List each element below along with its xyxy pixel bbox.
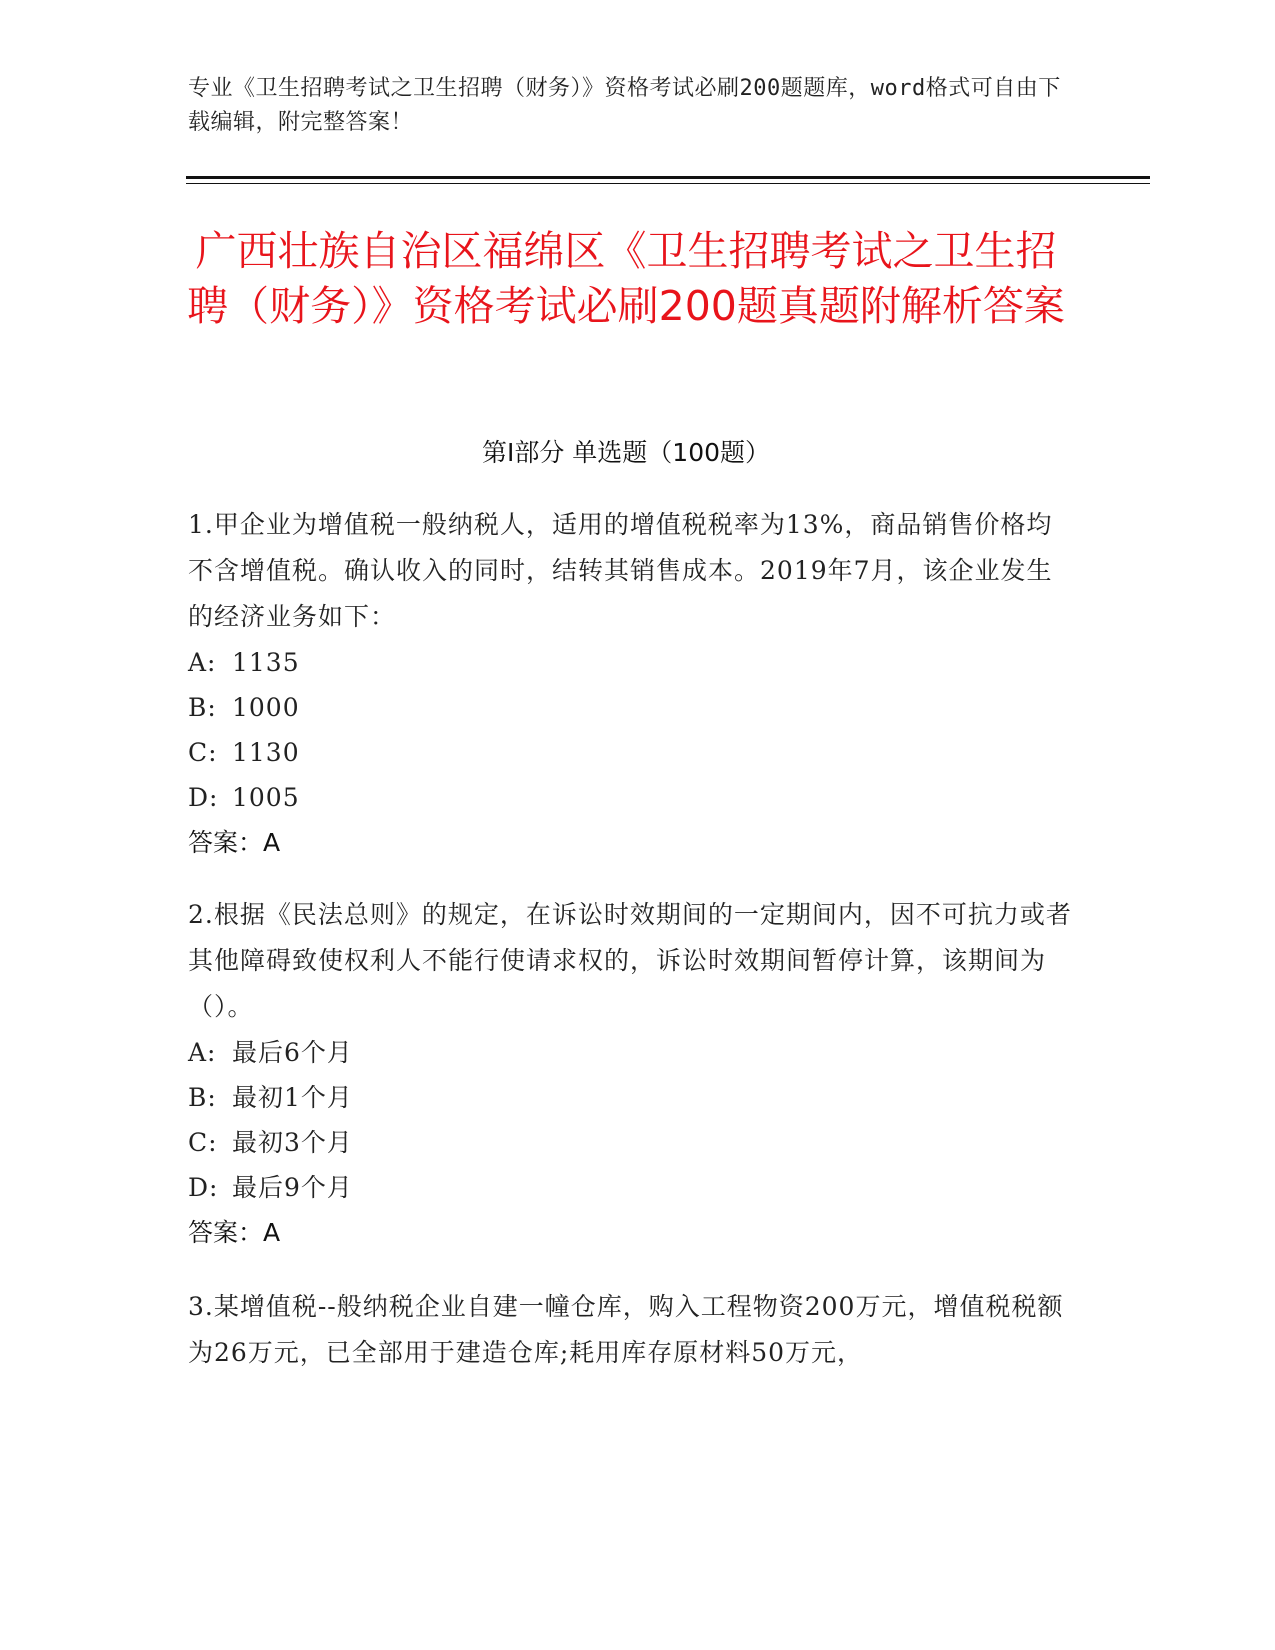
option-text: 最初1个月 (232, 1083, 353, 1112)
header-divider-thin (186, 183, 1150, 184)
option-text: 最初3个月 (232, 1128, 353, 1157)
question-stem: 1.甲企业为增值税一般纳税人，适用的增值税税率为13%，商品销售价格均不含增值税。确认收入的同时，结转其销售成本。2019年7月，该企业发生的经济业务如下： (188, 510, 1053, 631)
option-a (188, 640, 1078, 685)
answer: 答案：A (188, 1218, 281, 1247)
option-text: 1005 (232, 783, 300, 812)
option-a (188, 1030, 1078, 1075)
option-key: B: (188, 1083, 217, 1112)
option-d (188, 1165, 1078, 1210)
answer: 答案：A (188, 828, 281, 857)
question-stem: 2.根据《民法总则》的规定，在诉讼时效期间的一定期间内，因不可抗力或者其他障碍致使权利人不能行使请求权的，诉讼时效期间暂停计算，该期间为（）。 (188, 900, 1072, 1021)
question-1 (188, 502, 1078, 866)
option-key: C: (188, 738, 218, 767)
option-key: C: (188, 1128, 218, 1157)
document-title: 广西壮族自治区福绵区《卫生招聘考试之卫生招聘（财务）》资格考试必刷200题真题附解析答案 (187, 227, 1065, 330)
option-text: 1130 (232, 738, 300, 767)
option-key: D: (188, 783, 219, 812)
option-text: 1000 (232, 693, 300, 722)
option-key: A: (188, 1038, 217, 1067)
section-title: 第I部分 单选题（100题） (481, 438, 771, 467)
option-c (188, 1120, 1078, 1165)
question-stem: 3.某增值税--般纳税企业自建一幢仓库，购入工程物资200万元，增值税税额为26万元，已全部用于建造仓库;耗用库存原材料50万元， (188, 1292, 1064, 1367)
option-b (188, 1075, 1078, 1120)
question-2 (188, 892, 1078, 1256)
option-c (188, 730, 1078, 775)
option-d (188, 775, 1078, 820)
question-3 (188, 1284, 1078, 1376)
option-key: B: (188, 693, 217, 722)
option-text: 1135 (232, 648, 300, 677)
option-key: A: (188, 648, 217, 677)
option-text: 最后9个月 (232, 1173, 353, 1202)
option-key: D: (188, 1173, 219, 1202)
header-divider-thick (186, 176, 1150, 179)
option-text: 最后6个月 (232, 1038, 353, 1067)
option-b (188, 685, 1078, 730)
header-note: 专业《卫生招聘考试之卫生招聘（财务）》资格考试必刷200题题库，word格式可自由下载编辑，附完整答案！ (188, 76, 1061, 135)
